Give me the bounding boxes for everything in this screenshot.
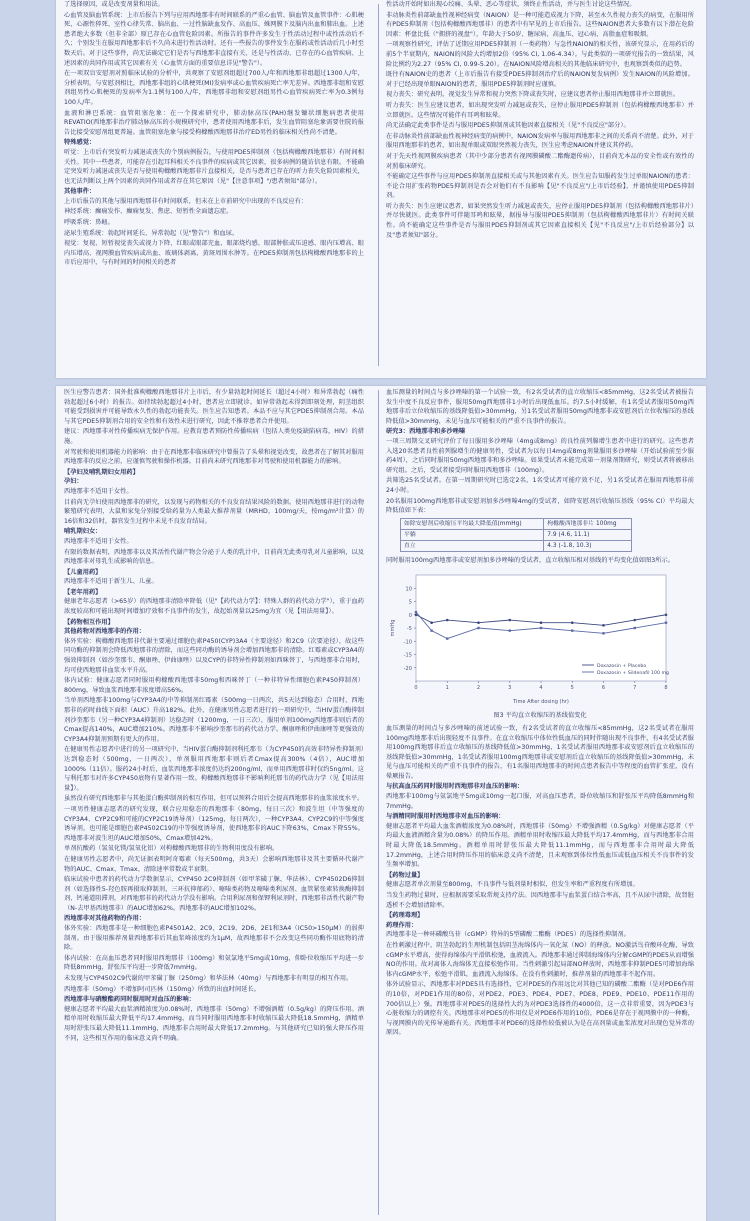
paragraph: 在健康男性志愿者中，尚无证据表明阿奇霉素（每天500mg，共3天）会影响西地那非及其主要循环代谢产物的AUC、Cmax、Tmax、清除速率常数或半衰期。 [64, 855, 364, 873]
leaflet-strip-bottom [56, 386, 706, 1221]
paragraph: 健康志愿者单次剂量至800mg，不良事件与低剂量时相似，但发生率和严重程度有所增加。 [386, 881, 639, 889]
paragraph: 当发生药物过量时，应根据需要采取常规支持疗法。因西地那非与血浆蛋白结合率高，且不从尿中清除，故肾脏透析不会增加清除率。 [386, 892, 694, 909]
x-tick-label: 1 [445, 685, 449, 692]
x-tick-label: 3 [508, 685, 512, 692]
paragraph: 临床试验中患者的药代动力学数据显示，CYP450 2C9抑制剂（如甲苯磺丁脲、华法林）、CYP4502D6抑制剂（如选择性5-羟色胺再摄取抑制剂、三环抗抑郁药）、噻嗪类药物及噻嗪类利尿剂、血管紧张素转换酶抑制剂、钙通道阻滞剂，对西地那非的药代动力学没有影响。合用利尿剂和保钾利尿剂时，西地那非活性代谢产物（N-去甲基西地那非）的AUC增加62%。西地那非的AUC增加102%。 [64, 876, 364, 912]
subsection-heading: 与酒精同时服用时西地那非对血压的影响： [386, 813, 505, 821]
data-point [477, 622, 480, 625]
section-heading: 【儿童用药】 [64, 568, 102, 576]
y-tick-label: -15 [403, 652, 412, 659]
paragraph: 体内试验：健康志愿者同时服用枸橼酸西地那非50mg和西咪替丁（一种非特异性细胞色素P450抑制剂）800mg，导致血浆西地那非浓度增高56%。 [64, 677, 364, 694]
subsection-heading: 其他事件： [64, 188, 96, 196]
table-row [401, 529, 632, 540]
data-point [602, 632, 604, 634]
strip1-left-column [64, 0, 364, 372]
paragraph: 血压测量的时间点与多沙唑嗪的前述试验一致，有2名受试者的直立收缩压<85mmHg，这2名受试者在服用100mg西地那非后出现轻度不良事件。在直立收缩压中体位性低血压的同时伴随出现不良事件，有4名受试者服用100mg西地那非后直立收缩压的基线降低值>30mmHg，1名受试者服用西地那非或安慰剂后直立收缩压的基线降低值>30mmHg，1名受试者服用100mg西地那非或安慰剂后直立收缩压的基线降低值>30mmHg，未见与血压可能相关的严重不良事件的报告，有1名服用西地那非的时间点患者报告中等程度的血管扩张症，没有晕厥报告。 [386, 724, 694, 780]
paragraph: 西地那非（50mg）不增加阿司匹林（150mg）所致的出血时间延长。 [64, 985, 260, 993]
leaflet-strip-top [56, 0, 706, 378]
paragraph: 共筛选25名受试者。在第一周期研究时已选定2名，1名受试者可能疗效不足，另1名受试者在服用西地那非前24小时。 [386, 477, 694, 494]
paragraph: 在一项双盲安慰剂对照临床试验的分析中，共观察了安慰剂组超过700人/年和西地那非组超过1300人/年，分析表明，与安慰剂相比，西地那非组的心肌梗死(MI)发病率或心血管疾病死亡率无差异。西地那非组和安慰剂组男性心肌梗死的发病率为1.1例每100人/年，西地那非组和安慰剂组男性心血管疾病死亡率为0.3例每100人/年。 [64, 70, 364, 106]
paragraph: 体外试验显示，西地那非对PDE5具有选择性，它对PDE5的作用远比对其他已知的磷酸二酯酶（是对PDE6作用的10倍，对PDE1作用的80倍，对PDE2、PDE3、PDE4、PDE7、PDE8、PDE9、PDE10、PDE11作用的700倍以上）强。西地那非对PDE5的选择性大约为对PDE3选择性的4000倍，这一点非常重要，因为PDE3与心脏收缩力的调控有关。西地那非对PDE5的作用仅是对PDE6作用的10倍，PDE6是存在于视网膜中的一种酶，与视网膜内的光传导通路有关。西地那非对PDE6的选择性较低被认为是在高剂量或血浆浓度对出现色觉异常的原因。 [386, 981, 694, 1037]
section-heading: 【药物相互作用】 [64, 618, 114, 626]
after-table-text: 同时服用100mg西地那非或安慰剂加多沙唑嗪的受试者，直立收缩压相对基线的平均变化值如图3所示。 [386, 556, 674, 564]
data-point [571, 622, 574, 625]
data-point [509, 630, 511, 632]
paragraph: 视力丧失：研究表明，视觉发生异常和视力突然下降或丧失时，应建议患者停止服用西地那非并立即就医。 [386, 91, 680, 99]
subsection-heading: 与抗高血压药同时服用时西地那非对血压的影响： [386, 783, 524, 791]
section-heading: 【药理毒理】 [386, 912, 424, 920]
paragraph: 医生应警告患者：国外批准枸橼酸西地那非片上市后，有少量勃起时间延长（超过4小时）和异常勃起（痛性勃起超过6小时）的报告。如持续勃起超过4小时，患者应立即就诊。如异常勃起未得到即刻处理，阴茎组织可能受到损害并可能导致永久性的勃起功能丧失。医生应告知患者。本品不应与其它PDE5抑制剂合用。本品与其它PDE5抑制剂合用的安全性和有效性未进行研究，因此不推荐患者合并使用。 [64, 389, 364, 425]
table-cell: 直立 [401, 540, 544, 551]
strip2-left-column [64, 388, 364, 1218]
paragraph: 在健康男性志愿者中进行的另一项研究中，当HIV蛋白酶抑制剂利托那韦（为CYP450的高效非特异性抑制剂）达到稳态时（500mg，一日两次），单剂服用西地那非则后者Cmax提高300%（4倍），AUC增加1000%（11倍）。服药24小时后，血浆西地那非浓度仍达约200ng/ml，而单用西地那非时仅约5ng/ml。这与利托那韦对许多CYP450底物有显著作用一致。枸橼酸西地那非不影响利托那韦的药代动力学（见【用法用量】）。 [64, 746, 364, 792]
column-divider [378, 390, 379, 1215]
subsection-heading: 西地那非对其他药物的作用： [64, 915, 146, 923]
paragraph: 西地那非是一种环磷酸鸟苷（cGMP）特异的5型磷酸二酯酶（PDE5）的选择性抑制剂。 [386, 931, 630, 939]
paragraph: 体外实验：枸橼酸西地那非代谢主要通过细胞色素P450(CYP)3A4（主要途径）和2C9（次要途径），故这些同功酶的抑制剂会降低西地那非的清除，而这些同功酶的诱导剂会增加西地那非的清除。红霉素或CYP3A4的强效抑制剂（如沙奎那韦、酮康唑、伊曲康唑）以及CYP的非特异性抑制剂如西咪替丁，与西地那非合用时，均可使西地那非血浆水平升高。 [64, 637, 364, 674]
paragraph: 听觉：上市后有突发听力减退或丧失的个别病例报告，与使用PDE5抑制剂（包括枸橼酸西地那非）有时间相关性。其中一些患者，可能存在引起耳科相关不良事件的疾病或其它因素，很多病例的随访信息有限。不能确定突发听力减退或丧失是否与使用枸橼酸西地那非片直接相关，是否与患者已存在的听力丧失危险因素相关，也无法判断以上两个因素的共同作用或者存在其它原因（见"【注意事项】"/患者须知"部分）。 [64, 148, 364, 185]
x-tick-label: 2 [476, 685, 481, 692]
paragraph: 一项三周期交叉研究评价了每日服用多沙唑嗪（4mg或8mg）的良性前列腺增生患者中进行的研究。这些患者入选20名患者良性前列腺增生的健康男性，受试者为以每日4mg或8mg剂量服用多沙唑嗪（开始试验前至少服药4周），之后同时服用50mg西地那非和多沙唑嗪。如果受试者未能完成第一剂量剂期研究，则受试者将被移出研究组。之后，受试者接受同时服用西地那非（100mg）。 [386, 437, 694, 474]
paragraph: 西地那非不适用于女性。 [64, 537, 133, 545]
subsection-heading: 西地那非与硝酸酯药同时服用时对血压的影响： [64, 996, 195, 1004]
data-point [665, 622, 667, 624]
data-point [634, 627, 636, 629]
table-header-left: 如除安慰剂后收缩压平均最大降低值(mmHg) [401, 518, 544, 529]
data-point [477, 627, 479, 629]
paragraph: 体内试验：在高血压患者同时服用西地那非（100mg）和氨氯地平5mg或10mg，仰卧位收缩压平均进一步降低8mmHg，舒张压平均进一步降低7mmHg。 [64, 954, 364, 972]
paragraph: 有限的数据表明，西地那非以及其活性代谢产物会分泌于人类的乳汁中，目前尚无此类母乳对儿童影响，以及西地那非对母乳生成影响的信息。 [64, 548, 364, 566]
paragraph: 西地那非不适用于新生儿、儿童。 [64, 578, 158, 586]
paragraph: 血液和淋巴系统：血管阻塞危象：在一个探索研究中，肺动脉高压(PAH)继发镰状细胞病患者使用REVATIO(西地那非治疗肺动脉高压的小规模研究中，患者使用西地那非后，发生血管阻塞危象需要住院的报告比接受安慰剂组更普遍。血管阻塞危象与接受枸橼酸西地那非治疗ED男性的临床相关性尚不清楚。 [64, 109, 364, 136]
column-divider [378, 4, 379, 366]
paragraph: 健康老年志愿者（>65岁）的西地那非清除率降低（见"【药代动力学】：特殊人群的药代动力学"），重于血药浓度较高和可能出现时间增加疗效和不良事件的发生，故起始剂量以25mg为宜（见【用法用量】）。 [64, 598, 364, 616]
paragraph: 血压测量的时间点与多沙唑嗪的第一个试验一致，有2名受试者的直立收缩压<85mmHg，这2名受试者被报告发生中度不良反应事件，服用50mg西地那非1小时后出现低血压。约7.5小时缓解，有1名受试者服用50mg西地那非后立位收缩压的基线降低值>30mmHg，另1名受试者服用50mg西地那非或安慰剂后立位收缩压的基线降低值>30mmHg，未见与血压可能相关的严重不良事件的报告。 [386, 389, 694, 425]
paragraph: 泌尿生殖系统：勃起时间延长、异常勃起（见"警告"）和血尿。 [64, 229, 239, 237]
table-header-right: 枸橼酸西地那非片 100mg [544, 518, 632, 529]
blood-pressure-table [400, 518, 632, 552]
paragraph: 目前尚无孕妇使用西地那非的研究，以发现与药物相关的不良发育结果风险的数据。使用西地那非进行的动物繁殖研究表明，大鼠和家兔分别接受给药量为人类最大推荐剂量（MRHD，100mg/天，按mg/m²计算）的16倍和32倍时，器官发生过程中未见不良发育结局。 [64, 498, 364, 525]
table-row [401, 540, 632, 551]
section-heading: 【老年用药】 [64, 588, 102, 596]
paragraph: 建议：西地那非对性传播疾病无保护作用。应教育患者预防性传播疾病（包括人类免疫缺陷病毒，HIV）的措施。 [64, 428, 364, 445]
section-heading: 【药物过量】 [386, 871, 424, 879]
data-point [430, 622, 433, 625]
x-tick-label: 6 [601, 685, 606, 692]
paragraph: 体外实验：西地那非是一种细胞色素P4501A2、2C9、2C19、2D6、2E1和3A4（IC50>150μM）的弱抑制剂。由于服用推荐剂量西地那非后其血浆峰浓度约为1μM，故西地那非不会改变这些同功酶作用底物的清除。 [64, 925, 364, 952]
paragraph: 20名服用100mg西地那非或安慰剂加多沙唑嗪4mg的受试者，如降安慰剂后收缩压基线（95% CI）平均最大降低值如下表： [386, 497, 694, 515]
table-cell: 7.9 (4.6, 11.1) [544, 529, 632, 540]
legend-entry: Doxazosin + Sildenafil 100 mg [597, 671, 669, 677]
y-tick-label: -5 [406, 626, 412, 633]
data-point [508, 619, 511, 622]
subsection-heading: 哺乳期妇女： [64, 528, 102, 536]
paragraph: 神经系统：癫痫发作、癫痫复发、焦虑、短暂性全面遗忘症。 [64, 208, 233, 216]
subsection-heading: 孕妇： [64, 478, 83, 486]
figure-caption: 图3 平均直立收缩压的基线值变化 [493, 712, 587, 720]
paragraph: 在性刺激过程中，阴茎勃起的生理机制包括阴茎海绵体内一氧化氮（NO）的释放。NO激活鸟苷酸环化酶，导致cGMP水平增高，使得海绵体内平滑肌松弛，血液流入。西地那非通过抑制海绵体内分解cGMP的PDE5从而增强NO的作用。故对离体人海绵体无直接松弛作用。当性刺激引起局部NO释放时，西地那非抑制PDE5可增加海绵体内cGMP水平，松弛平滑肌，血液流入海绵体。在没有性刺激时，推荐剂量的西地那非不起作用。 [386, 941, 694, 978]
paragraph: 当单剂西地那非100mg与CYP3A4的中等抑制剂红霉素（500mg一日两次，共5天达到稳态）合用时，西地那非的药时曲线下面积（AUC）升高182%。此外，在健康男性志愿者进行的一项研究中，当HIV蛋白酶抑制剂沙奎那韦（另一种CYP3A4抑制剂）达稳态时（1200mg，一日三次），服用单剂100mg西地那非则后者的Cmax提高140%，AUC增加210%。西地那非不影响沙奎那韦的药代动力学。酮康唑和伊曲康唑等更强效的CYP3A4抑制剂预期有更大的作用。 [64, 697, 364, 743]
paragraph: 尚无法确定此类事件是否与服用PDE5抑制剂或其他因素直接相关（见"不良反应"部分）。 [386, 122, 630, 130]
paragraph: 不能确定这些事件与应用PDE5抑制剂直接相关或与其他因素有关。医生应告知服药发生过单眼NAION的患者：不论合用扩张药物PDE5抑制剂是否会对他们有不良影响【见"不良反应"/上市后经验】，并谨慎使用PDE5抑制剂。 [386, 173, 694, 200]
paragraph: 视觉：复视、短暂视觉丧失或视力下降、红眼或眼部充血、眼部烧灼感、眼部肿胀或压迫感、眼内压增高、眼内压增高、视网膜血管疾病或出血、玻璃体剥离、黄斑周围水肿等。在PDE5抑制剂包括枸橼酸西地那非的上市后应用中，与有时间的时间相关的患者 [64, 240, 364, 267]
data-point [602, 624, 605, 627]
data-point [446, 638, 448, 640]
paragraph: 呼吸系统：鼻衄。 [64, 219, 114, 227]
data-point [415, 611, 417, 613]
y-tick-label: 10 [405, 586, 412, 593]
x-tick-label: 0 [414, 685, 418, 692]
data-point [430, 630, 432, 632]
data-point [571, 630, 573, 632]
figure-3-chart [386, 567, 676, 707]
paragraph: 性活动开始时如出现心绞痛、头晕、恶心等症状，须终止性活动，并与医生讨论这些情况。 [386, 1, 636, 8]
table-cell: 4.3 (-1.8, 10.3) [544, 540, 632, 551]
subsection-heading: 研究3：西地那非和多沙唑嗪 [386, 428, 466, 436]
section-heading: 【孕妇及哺乳期妇女用药】 [64, 468, 139, 476]
legend-entry: Doxazosin + Placebo [597, 664, 647, 670]
subsection-heading: 其他药物对西地那非的作用： [64, 628, 146, 636]
paragraph: 对于先天性视网膜疾病患者（其中少部分患者有视网膜磷酸二酯酶遗传病），目前尚无本品的安全性或有效性的对照临床研究。 [386, 152, 694, 170]
data-point [540, 622, 543, 625]
data-point [633, 619, 636, 622]
subsection-heading: 特殊感觉： [64, 139, 96, 147]
paragraph: 健康志愿者平均最大血浆酒精浓度为0.08%时，西地那非（50mg）不增强酒精（0.5g/kg）的降压作用。酒精单用时收缩压最大降低平均17.4mmHg，而当同时服用西地那非时收缩压最大降低18.5mmHg，酒精单用时舒张压最大降低11.1mmHg，西地那非合用时最大降低17.2mmHg。与其他研究已知的强大降压作用不同，这些相互作用的临床意义尚不明确。 [64, 1005, 364, 1042]
paragraph: 一项男性健康志愿者的研究发现，联合应用稳态的西地那非（80mg，每日三次）和波生坦（中等强度的CYP3A4、CYP2C9和可能的CYP2C19诱导剂）（125mg，每日两次），一种CYP3A4、CYP2C9的中等强度诱导剂，也可能是细胞色素P4502C19的中等强度诱导剂，使西地那非的AUC下降63%，Cmax下降55%。西地那非对波生坦的AUC增加50%，Cmax增加42%。 [64, 805, 364, 842]
paragraph: 心血管及脑血管系统：上市后报告下列与应用西地那非有时间联系的严重心血管、脑血管及血管事件：心肌梗死、心源性猝死、室性心律失常、脑出血、一过性脑缺血发作、高血压、蛛网膜下及脑内出血和肺出血。上述患者绝大多数（但非全部）原已存在心血管危险因素。所报告的事件许多发生于性活动过程中或性活动后不久；个别发生在服用西地那非后不久尚未进行性活动时。还有一些报告的事件发生在服药或性活动后几小时至数天后。对于这些事件，尚无法确定它们是否与西地那非直接有关，还是与性活动、已存在的心血管疾病、上述因素的共同作用或其它因素有关（心血管方面的重要信息详见"警告"）。 [64, 11, 364, 67]
x-axis-label: Time After dosing (hr) [513, 699, 569, 706]
paragraph: 未发现与CYP4502C9代谢的甲苯磺丁脲（250mg）和华法林（40mg）与西地那非有明显的相互作用。 [64, 975, 353, 983]
strip1-right-column [386, 0, 694, 372]
y-tick-label: 5 [408, 599, 412, 606]
x-tick-label: 4 [539, 685, 543, 692]
y-axis-label: mmHg [390, 619, 396, 637]
paragraph: 上市后报告的其他与服用西地那非有时间联系，但未在上市前研究中出现的不良反应有： [64, 197, 308, 205]
paragraph: 健康志愿者平均最大血浆酒精浓度为0.08%时，西地那非（50mg）不增强酒精（0.5g/kg）对健康志愿者（平均最大血液酒精含量为0.08%）的降压作用。酒精单用时收缩压最大降低平均17.4mmHg，而与西地那非合用时最大降低18.5mmHg。酒精单用时舒张压最大降低11.1mmHg，而与西地那非合用时最大降低17.2mmHg，上述合用时降压作用的临床意义尚不清楚，且未观察到体位性低血压或低血压相关不良事件的发生频率增加。 [386, 822, 694, 869]
table-cell: 平躺 [401, 529, 544, 540]
data-point [540, 627, 542, 629]
paragraph: 了选择原因，或是改变剂量和用法。 [64, 1, 164, 8]
data-point [665, 614, 668, 617]
subsection-heading: 药理作用： [386, 921, 418, 929]
strip2-right-column [386, 388, 694, 1218]
data-point [446, 619, 449, 622]
paragraph: 西地那非不适用于女性。 [64, 487, 133, 495]
y-tick-label: -10 [403, 639, 412, 646]
paragraph: 在非动脉炎性前部缺血性视神经病变的病例中，NAION发病率与服用西地那非之间的关系尚不清楚。此外，对于服用西地那非的患者，如出现单眼或双眼突然视力丧失，医生应考虑NAION并建议其停药。 [386, 132, 694, 150]
line-chart-svg [386, 567, 676, 707]
paragraph: 非动脉炎性前部缺血性视神经病变（NAION）是一种可能造成视力下降，甚至永久性视力丧失的病变，在服用所有PDE5抑制剂（包括枸橼酸西地那非）的患者中有罕见的上市后报告。这些NAION患者大多数有以下潜在危险因素：杯盘比低（"拥挤的视盘"），年龄大于50岁、糖尿病、高血压、冠心病、高脂血症和吸烟。 [386, 11, 694, 38]
y-tick-label: -20 [403, 666, 412, 673]
paragraph: 听力丧失：医生应建议患者，如果突然发生听力减退或丧失，应停止服用PDE5抑制剂（包括枸橼酸西地那非片）并尽快就医。此类事件可伴随耳鸣和眩晕，据报导与服用PDE5抑制剂（包括枸橼酸西地那非片）有时间关联性。尚不能确定这些事件是否与服用PDE5抑制剂或其它因素直接相关【见"不良反应"/上市后经验部分】以及"患者须知"部分。 [386, 202, 694, 239]
paragraph: 一项观察性研究，评估了近期应用PDE5抑制剂（一类药物）与急性NAION的相关性，该研究显示，在用药后的前5个半衰期内，NAION的风险大约增加2倍（95% CI, 1.06-4.34）。与此类似的一项研究报告的一致结果，风险比例约为2.27（95% CI, 0.99-5.20）。在NAION风险增高相关的其他临床研究中，也观察到类似的趋势。 [386, 41, 694, 68]
paragraph: 虽然没有研究西地那非与其他蛋白酶抑制剂的相互作用，但可以预料合用后会提高西地那非的血浆浓度水平。 [64, 795, 364, 803]
x-tick-label: 5 [570, 685, 574, 692]
paragraph: 对驾驶和使用机器能力的影响：由于在西地那非临床研究中曾报告了头晕和视觉改变，故患者在了解其对服用西地那非的反应之前，应谨慎驾驶和操作机器。目前尚未研究西地那非对驾驶和使用机器能力的影响。 [64, 448, 364, 466]
paragraph: 既往有NAION史的患者（上市后报告有接受PDE5抑制剂治疗后的NAION复发病例）发生NAION的风险增加。对于已经出现单眼NAION的患者，服用PDE5抑制剂时应谨慎。 [386, 71, 694, 88]
x-tick-label: 7 [633, 685, 637, 692]
x-tick-label: 8 [664, 685, 668, 692]
paragraph: 单剂抗酸药（氢氧化镁/氢氧化铝）对枸橼酸西地那非的生物利用度没有影响。 [64, 845, 279, 853]
paragraph: 听力丧失：医生应建议患者，如出现突发听力减退或丧失，应停止服用PDE5抑制剂（包括枸橼酸西地那非）并立即就医。这些情况可能伴有耳鸣和眩晕。 [386, 101, 694, 119]
paragraph: 西地那非100mg与氨氯地平5mg或10mg一起口服，对高血压患者，卧位收缩压和舒张压平均降低8mmHg和7mmHg。 [386, 793, 694, 810]
y-tick-label: 0 [408, 613, 412, 620]
